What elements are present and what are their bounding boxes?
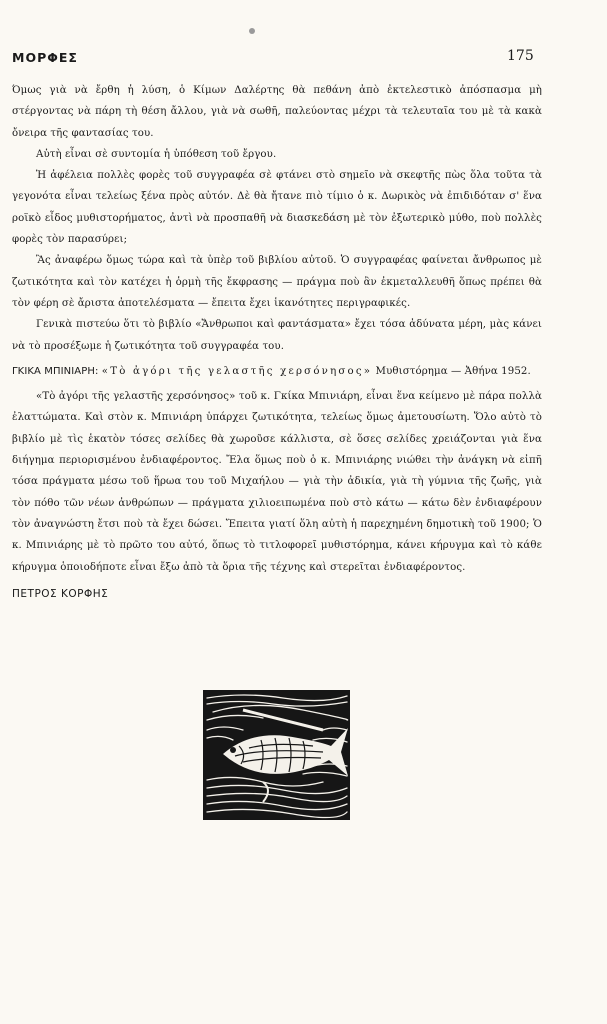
- journal-title: ΜΟΡΦΕΣ: [12, 50, 78, 65]
- page-dot: [249, 28, 255, 34]
- fish-woodcut-icon: [203, 690, 350, 820]
- paragraph: Γενικὰ πιστεύω ὅτι τὸ βιβλίο «Ἄνθρωποι καὶ φαντάσματα» ἔχει τόσα ἀδύνατα μέρη, μὰς κάνει νὰ τὸ προσέξωμε ἡ ζωτικότητα τοῦ συγγραφέα του.: [12, 319, 542, 352]
- paragraph: Ἂς ἀναφέρω ὅμως τώρα καὶ τὰ ὑπὲρ τοῦ βιβλίου αὐτοῦ. Ὁ συγγραφέας φαίνεται ἄνθρωπος μὲ ζωτικότητα καὶ τὸν κατέχει ἡ ὁρμὴ τῆς ἔκφρασης — πράγμα ποὺ ἂν ἐκμεταλλευθῆ ὅπως πρέπει θὰ τὸν φέρη σὲ ἄριστα ἀποτελέσματα — ἔπειτα ἔχει ἱκανότητες περιγραφικές.: [12, 255, 542, 309]
- review-book-info: Μυθιστόρημα — Ἀθήνα 1952.: [372, 365, 531, 377]
- paragraph: «Τὸ ἀγόρι τῆς γελαστῆς χερσόνησος» τοῦ κ. Γκίκα Μπινιάρη, εἶναι ἕνα κείμενο μὲ πάρα πολλὰ ἐλαττώματα. Καὶ στὸν κ. Μπινιάρη ὑπάρχει ζωτικότητα, τελείως ὅμως ἀμετουσίωτη. Ὅλο αὐτὸ τὸ βιβλίο μὲ τὶς ἑκατὸν τόσες σελίδες θὰ χωροῦσε κάλλιστα, σὲ ὅσες σελίδες χρειάζονται γιὰ ἕνα διήγημα περιορισμένου ἐνδιαφέροντος. Ἔλα ὅμως ποὺ ὁ κ. Μπινιάρης νιώθει τὴν ἀνάγκη νὰ εἰπῆ τόσα πράγματα μέσω τοῦ ἥρωα του τοῦ Μιχαήλου — γιὰ τὴν ἀδικία, γιὰ τὴ γύμνια τῆς ζωῆς, γιὰ τὸν πόθο τῶν νέων ἀνθρώπων — πράγματα χιλιοειπωμένα ποὺ στὸ κάτω — κάτω δὲν ἐνδιαφέρουν τὸν ἀναγνώστη ἔτσι ποὺ τὰ ἔχει δώσει. Ἔπειτα γιατί ὅλη αὐτὴ ἡ παρεχημένη δημοτικὴ τοῦ 1900; Ὁ κ. Μπινιάρης μὲ τὸ πρῶτο του αὐτό, ὅπως τὸ τιτλοφορεῖ μυθιστόρημα, κάνει κήρυγμα καὶ τὸ κάθε κήρυγμα ὁποιοδήποτε εἶναι ἔξω ἀπὸ τὰ ὅρια τῆς τέχνης καὶ στερεῖται ἐνδιαφέροντος.: [12, 391, 542, 573]
- paragraph: Όμως γιὰ νὰ ἔρθη ἡ λύση, ὁ Κίμων Δαλέρτης θὰ πεθάνη ἀπὸ ἐκτελεστικὸ ἀπόσπασμα μὴ στέργοντας νὰ πάρη τὴ θέση ἄλλου, γιὰ νὰ σωθῆ, παλεύοντας μέχρι τὰ τελευταῖα του μὲ τὰ κακὰ ὄνειρα τῆς φαντασίας του.: [12, 85, 542, 139]
- review-book-title: «Τὸ ἀγόρι τῆς γελαστῆς χερσόνησος»: [101, 365, 373, 377]
- page-header: [12, 50, 607, 70]
- paragraph: Αὐτὴ εἶναι σὲ συντομία ἡ ὑπόθεση τοῦ ἔργου.: [36, 148, 277, 160]
- author-signature: ΠΕΤΡΟΣ ΚΟΡΦΗΣ: [12, 587, 109, 600]
- article-body: [12, 80, 542, 605]
- fish-woodcut-illustration: [203, 690, 350, 820]
- page-number: 175: [507, 48, 534, 64]
- review-author: ΓΚΙΚΑ ΜΠΙΝΙΑΡΗ:: [12, 365, 99, 377]
- paragraph: Ἡ ἀφέλεια πολλὲς φορὲς τοῦ συγγραφέα σὲ φτάνει στὸ σημεῖο νὰ σκεφτῆς πὼς ὅλα τοῦτα τὰ γεγονότα εἶναι τελείως ξένα πρὸς αὐτόν. Δὲ θὰ ἤτανε πιὸ τίμιο ὁ κ. Δωρικὸς νὰ ἐπιδιδόταν σ' ἕνα ροϊκὸ εἶδος μυθιστορήματος, ἀντὶ νὰ προσπαθῆ νὰ διασκεδάση μὲ τὸν ἐξωτερικὸ μύθο, ποὺ πολλὲς φορὲς τὸν παρασύρει;: [12, 170, 542, 246]
- review-heading: [12, 361, 542, 382]
